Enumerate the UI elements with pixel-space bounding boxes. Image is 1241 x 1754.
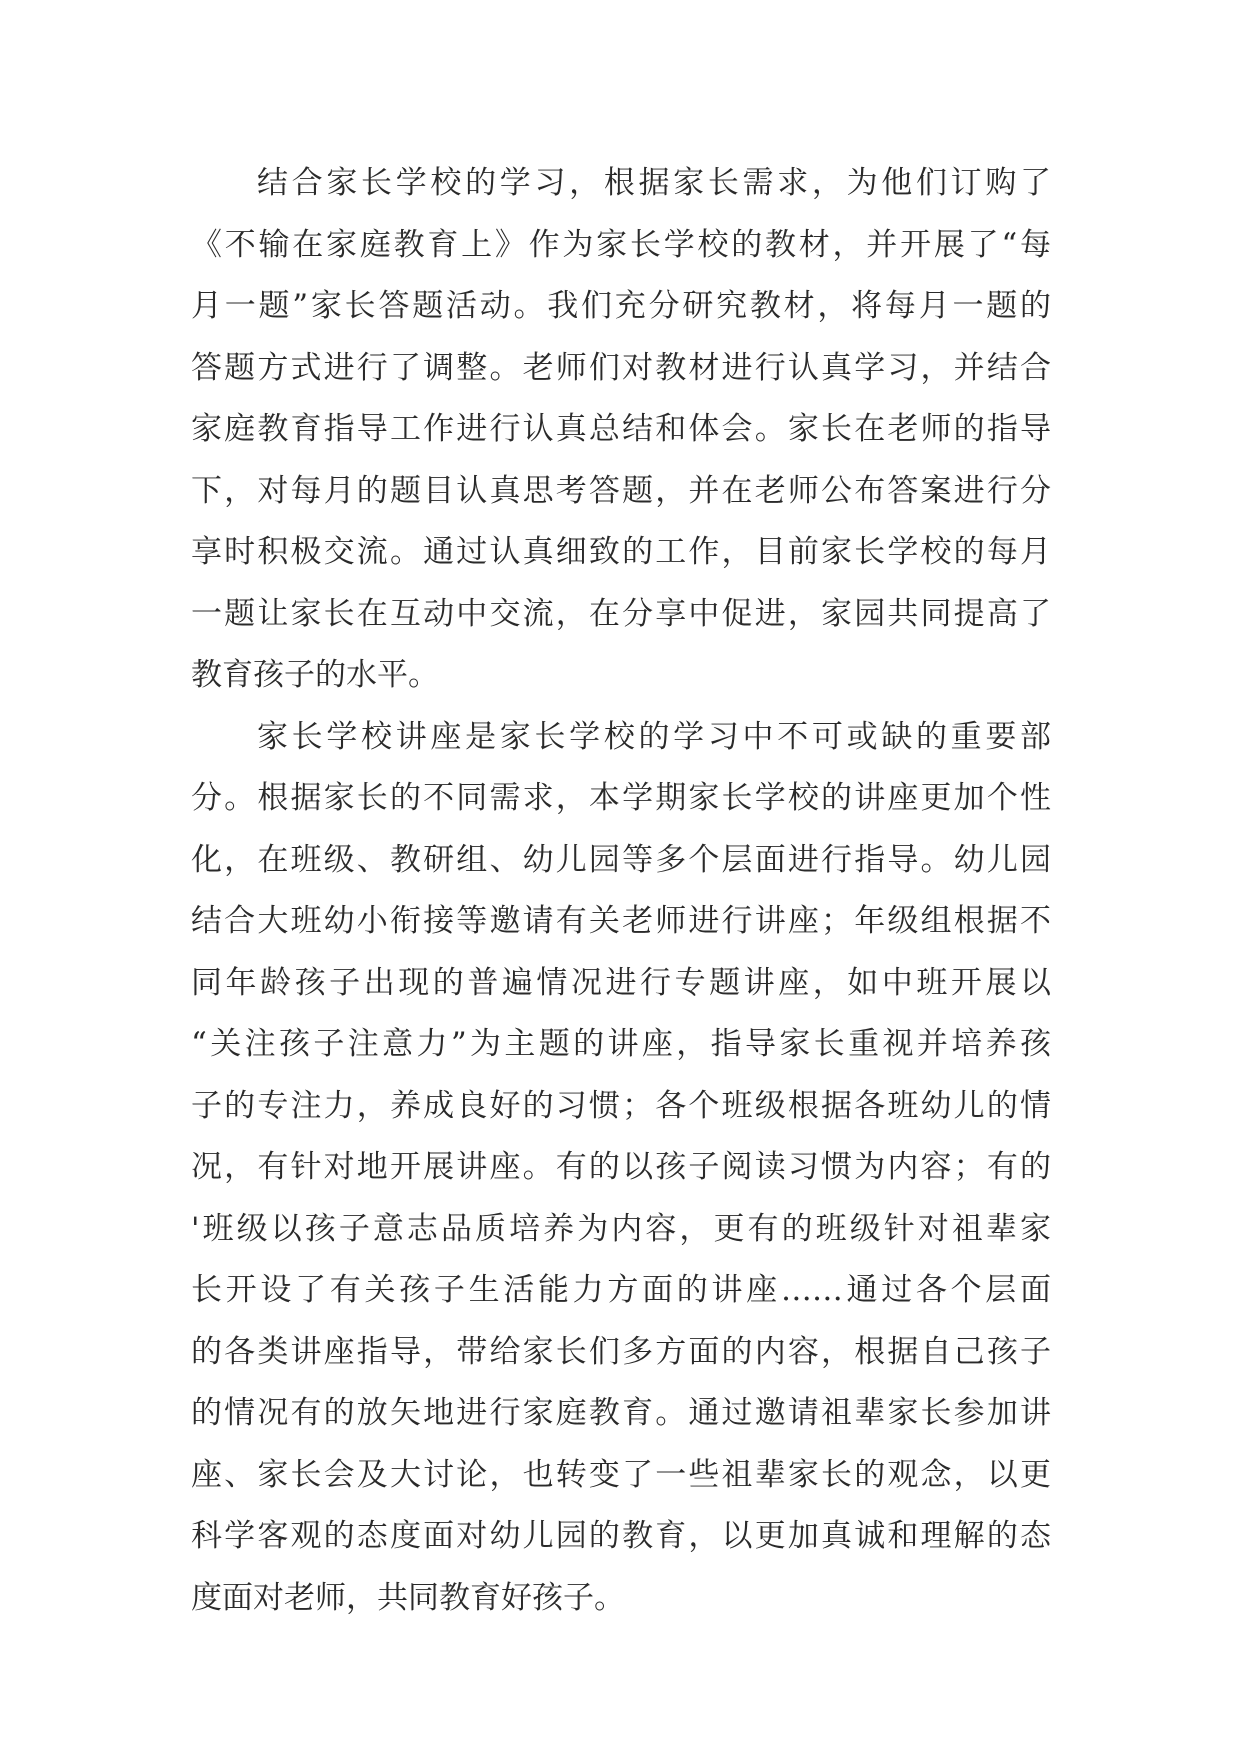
text-line: 子的专注力，养成良好的习惯；各个班级根据各班幼儿的情	[191, 1087, 1051, 1124]
text-line: 况，有针对地开展讲座。有的以孩子阅读习惯为内容；有的	[191, 1149, 1051, 1185]
text-line: 家庭教育指导工作进行认真总结和体会。家长在老师的指导	[191, 411, 1051, 447]
text-line: 化，在班级、教研组、幼儿园等多个层面进行指导。幼儿园	[191, 841, 1051, 878]
text-line: 《不输在家庭教育上》作为家长学校的教材，并开展了“每	[191, 226, 1051, 263]
text-line: 教育孩子的水平。	[191, 657, 439, 693]
text-line: 家长学校讲座是家长学校的学习中不可或缺的重要部	[257, 718, 1051, 755]
text-line: “关注孩子注意力”为主题的讲座，指导家长重视并培养孩	[191, 1026, 1051, 1062]
text-line: 的各类讲座指导，带给家长们多方面的内容，根据自己孩子	[191, 1333, 1051, 1370]
text-line: 的情况有的放矢地进行家庭教育。通过邀请祖辈家长参加讲	[191, 1395, 1051, 1431]
document-body	[191, 153, 1051, 1629]
text-line: 结合大班幼小衔接等邀请有关老师进行讲座；年级组根据不	[191, 903, 1051, 939]
text-line: 月一题”家长答题活动。我们充分研究教材，将每月一题的	[191, 288, 1051, 324]
text-line: 座、家长会及大讨论，也转变了一些祖辈家长的观念，以更	[191, 1456, 1051, 1493]
text-line: 下，对每月的题目认真思考答题，并在老师公布答案进行分	[191, 472, 1051, 509]
paragraph-1	[191, 153, 1051, 707]
text-line: 答题方式进行了调整。老师们对教材进行认真学习，并结合	[191, 349, 1051, 386]
text-line: 享时积极交流。通过认真细致的工作，目前家长学校的每月	[191, 534, 1051, 570]
text-line: 一题让家长在互动中交流，在分享中促进，家园共同提高了	[191, 595, 1051, 632]
paragraph-2	[191, 707, 1051, 1630]
text-line: 科学客观的态度面对幼儿园的教育，以更加真诚和理解的态	[191, 1518, 1051, 1554]
text-line: 同年龄孩子出现的普遍情况进行专题讲座，如中班开展以	[191, 964, 1051, 1001]
text-line: 长开设了有关孩子生活能力方面的讲座……通过各个层面	[191, 1272, 1051, 1308]
text-line: '班级以孩子意志品质培养为内容，更有的班级针对祖辈家	[191, 1210, 1051, 1247]
text-line: 分。根据家长的不同需求，本学期家长学校的讲座更加个性	[191, 780, 1051, 816]
text-line: 结合家长学校的学习，根据家长需求，为他们订购了	[257, 165, 1051, 201]
text-line: 度面对老师，共同教育好孩子。	[191, 1579, 625, 1616]
